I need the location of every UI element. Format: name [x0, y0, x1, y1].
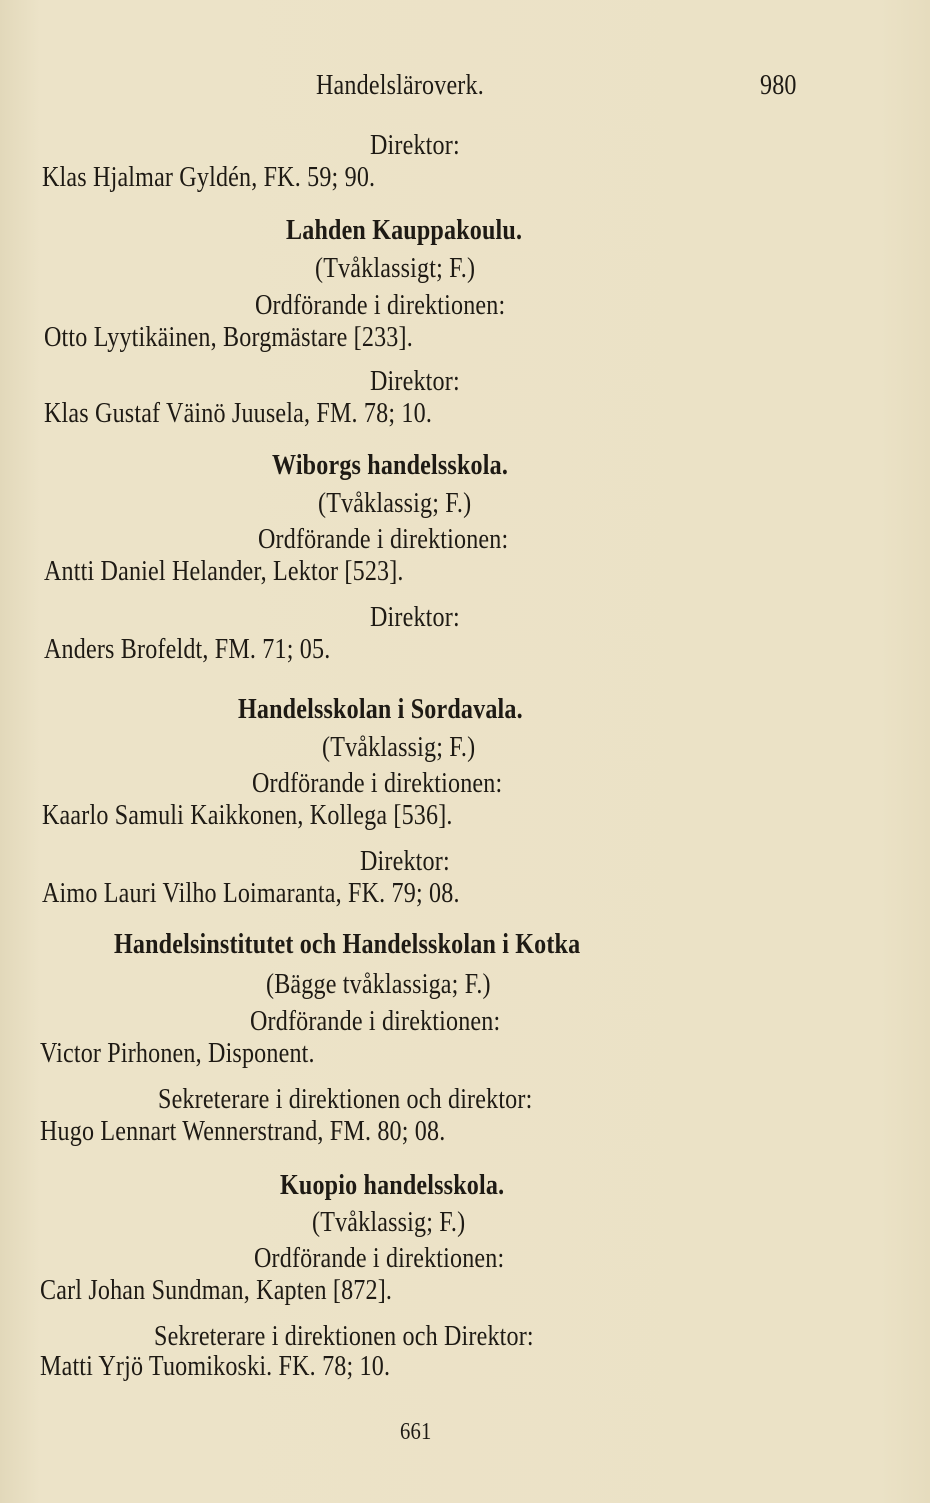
section-title-sordavala: Handelsskolan i Sordavala. [238, 694, 523, 725]
section-title-kotka: Handelsinstitutet och Handelsskolan i Kotka [114, 929, 581, 960]
section-classification: (Bägge tvåklassiga; F.) [266, 969, 491, 1000]
entry-person: Carl Johan Sundman, Kapten [872]. [40, 1275, 393, 1306]
section-title-lahden: Lahden Kauppakoulu. [286, 215, 523, 246]
section-classification: (Tvåklassig; F.) [312, 1207, 466, 1238]
entry-role: Ordförande i direktionen: [250, 1006, 501, 1037]
entry-role: Ordförande i direktionen: [254, 1243, 505, 1274]
section-classification: (Tvåklassig; F.) [322, 732, 476, 763]
entry-role: Direktor: [360, 846, 450, 877]
signature-number: 661 [400, 1419, 432, 1445]
entry-person: Kaarlo Samuli Kaikkonen, Kollega [536]. [42, 800, 453, 831]
section-title-wiborg: Wiborgs handelsskola. [272, 450, 509, 481]
entry-person: Hugo Lennart Wennerstrand, FM. 80; 08. [40, 1116, 446, 1147]
intro-role: Direktor: [370, 130, 460, 161]
entry-role: Direktor: [370, 366, 460, 397]
entry-person: Matti Yrjö Tuomikoski. FK. 78; 10. [40, 1351, 391, 1382]
entry-person: Victor Pirhonen, Disponent. [40, 1038, 315, 1069]
entry-role: Sekreterare i direktionen och direktor: [158, 1084, 533, 1115]
entry-person: Klas Gustaf Väinö Juusela, FM. 78; 10. [44, 398, 433, 429]
running-header-title: Handelsläroverk. [316, 70, 484, 101]
entry-role: Ordförande i direktionen: [255, 290, 506, 321]
page-number: 980 [760, 70, 797, 101]
entry-person: Anders Brofeldt, FM. 71; 05. [44, 634, 331, 665]
section-classification: (Tvåklassigt; F.) [315, 253, 476, 284]
entry-role: Sekreterare i direktionen och Direktor: [154, 1321, 534, 1352]
intro-person: Klas Hjalmar Gyldén, FK. 59; 90. [42, 162, 376, 193]
entry-person: Otto Lyytikäinen, Borgmästare [233]. [44, 322, 413, 353]
entry-person: Aimo Lauri Vilho Loimaranta, FK. 79; 08. [42, 878, 460, 909]
entry-role: Ordförande i direktionen: [258, 524, 509, 555]
entry-role: Direktor: [370, 602, 460, 633]
entry-role: Ordförande i direktionen: [252, 768, 503, 799]
section-classification: (Tvåklassig; F.) [318, 488, 472, 519]
entry-person: Antti Daniel Helander, Lektor [523]. [44, 556, 404, 587]
section-title-kuopio: Kuopio handelsskola. [280, 1170, 505, 1201]
